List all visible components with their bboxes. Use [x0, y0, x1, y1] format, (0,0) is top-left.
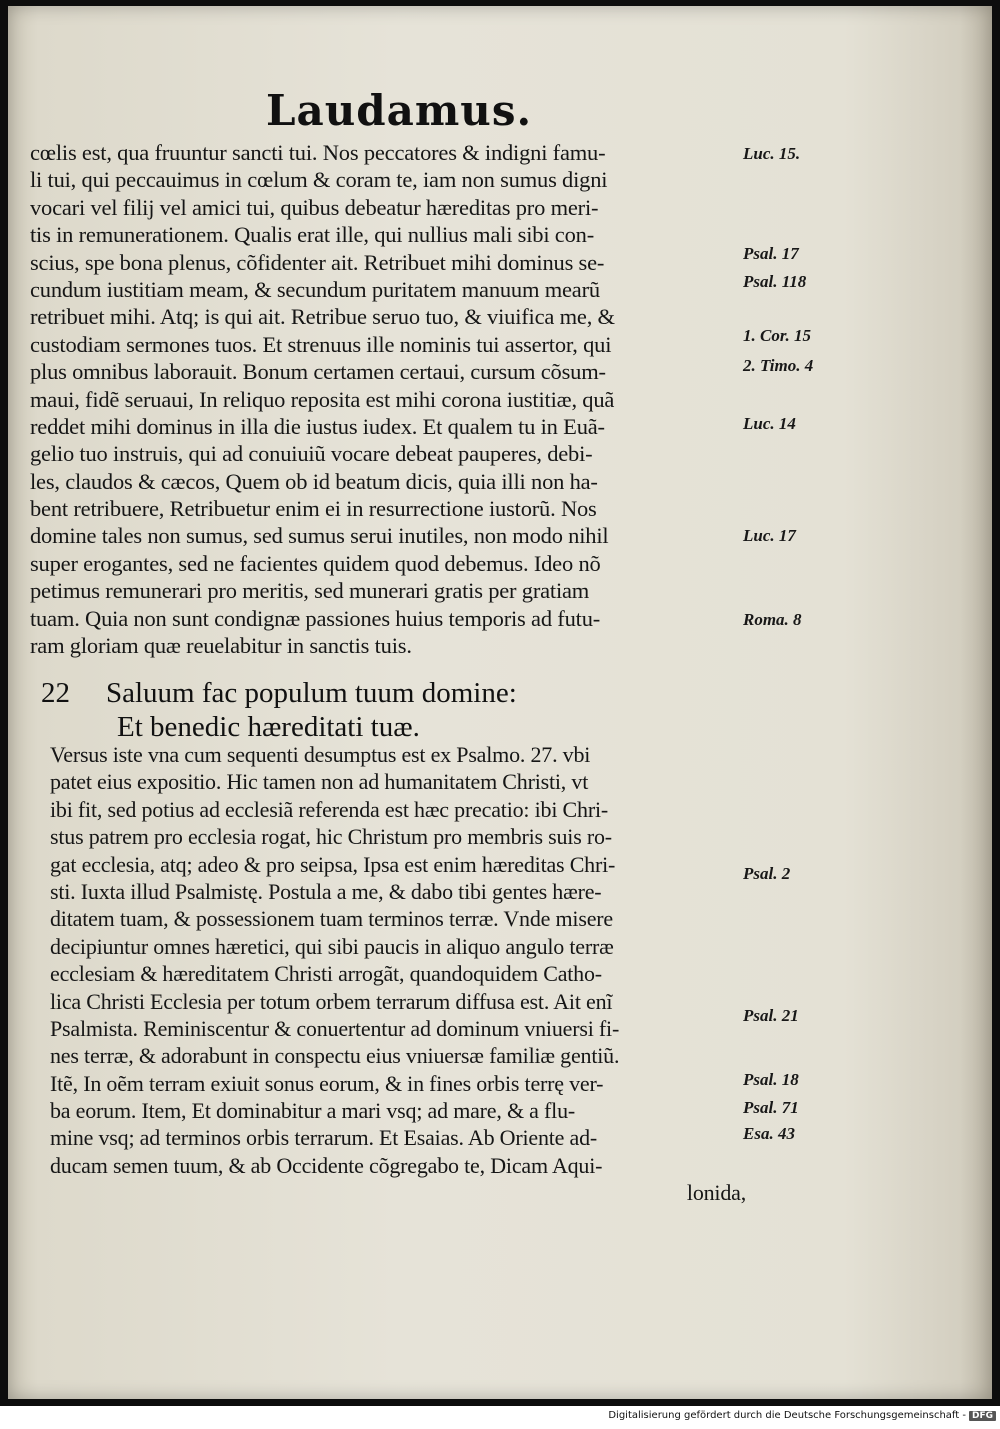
- text-line: ibi fit, sed potius ad ecclesiã referenda est hæc precatio: ibi Chri-: [50, 796, 608, 822]
- text-line: scius, spe bona plenus, cõfidenter ait. Retribuet mihi dominus se-: [30, 249, 605, 275]
- margin-ref: Roma. 8: [743, 610, 802, 629]
- margin-ref: Psal. 21: [743, 1006, 799, 1025]
- text-line: bent retribuere, Retribuetur enim ei in resurrectione iustorũ. Nos: [30, 496, 597, 522]
- page-edge-shadow: [960, 6, 992, 1399]
- text-line: ditatem tuam, & possessionem tuam terminos terræ. Vnde misere: [50, 906, 613, 932]
- footer: [0, 1410, 996, 1421]
- margin-ref: Luc. 17: [743, 526, 796, 545]
- text-line: stus patrem pro ecclesia rogat, hic Christum pro membris suis ro-: [50, 824, 612, 850]
- text-line: Itẽ, In oẽm terram exiuit sonus eorum, & in fines orbis terrę ver-: [50, 1070, 604, 1096]
- catchword: lonida,: [686, 1180, 746, 1206]
- text-line: custodiam sermones tuos. Et strenuus ille nominis tui assertor, qui: [30, 331, 612, 357]
- text-line: cundum iustitiam meam, & secundum puritatem manuum mearũ: [30, 276, 600, 302]
- text-line: ducam semen tuum, & ab Occidente cõgregabo te, Dicam Aqui-: [50, 1152, 603, 1178]
- text-line: li tui, qui peccauimus in cœlum & coram te, iam non sumus digni: [30, 167, 608, 193]
- margin-ref: Psal. 17: [743, 244, 799, 263]
- text-block-1: [30, 139, 745, 659]
- text-line: ecclesiam & hæreditatem Christi arrogãt, quandoquidem Catho-: [50, 961, 602, 987]
- text-line: vocari vel filij vel amici tui, quibus debeatur hæreditas pro meri-: [30, 194, 599, 220]
- text-line: domine tales non sumus, sed sumus serui inutiles, non modo nihil: [30, 523, 609, 549]
- text-line: plus omnibus laborauit. Bonum certamen certaui, cursum cõsum-: [30, 359, 606, 385]
- margin-ref: Luc. 14: [743, 414, 796, 433]
- margin-ref: Psal. 18: [743, 1070, 799, 1089]
- text-line: ram gloriam quæ reuelabitur in sanctis tuis.: [30, 633, 412, 659]
- margin-ref: Psal. 2: [743, 864, 791, 883]
- text-line: patet eius expositio. Hic tamen non ad humanitatem Christi, vt: [50, 769, 589, 795]
- margin-ref: Psal. 118: [743, 272, 807, 291]
- text-line: sti. Iuxta illud Psalmistę. Postula a me, & dabo tibi gentes hære-: [50, 878, 602, 904]
- text-line: Psalmista. Reminiscentur & conuertentur ad dominum vniuersi fi-: [50, 1015, 620, 1041]
- dfg-logo: DFG: [969, 1411, 996, 1421]
- text-line: reddet mihi dominus in illa die iustus iudex. Et qualem tu in Euã-: [30, 413, 605, 439]
- text-line: ba eorum. Item, Et dominabitur a mari vsq; ad mare, & a flu-: [50, 1098, 576, 1124]
- text-line: mine vsq; ad terminos orbis terrarum. Et Esaias. Ab Oriente ad-: [50, 1125, 598, 1151]
- verse-line-1: Saluum fac populum tuum domine:: [106, 677, 517, 709]
- text-line: decipiuntur omnes hæretici, qui sibi paucis in aliquo angulo terræ: [50, 933, 614, 959]
- text-line: cœlis est, qua fruuntur sancti tui. Nos peccatores & indigni famu-: [30, 140, 606, 165]
- footer-text: Digitalisierung gefördert durch die Deutsche Forschungsgemeinschaft -: [608, 1410, 966, 1421]
- text-line: tuam. Quia non sunt condignæ passiones huius temporis ad futu-: [30, 605, 601, 631]
- text-line: Versus iste vna cum sequenti desumptus est ex Psalmo. 27. vbi: [50, 742, 591, 767]
- page-heading: Laudamus.: [266, 86, 533, 135]
- text-line: nes terræ, & adorabunt in conspectu eius vniuersæ familiæ gentiũ.: [50, 1043, 620, 1069]
- verse-number: 22: [41, 677, 70, 709]
- text-line: gelio tuo instruis, qui ad conuiuiũ vocare debeat pauperes, debi-: [30, 441, 593, 467]
- book-page: [8, 6, 992, 1399]
- text-line: super erogantes, sed ne facientes quidem quod debemus. Ideo nõ: [30, 550, 601, 576]
- text-line: petimus remunerari pro meritis, sed munerari gratis per gratiam: [30, 578, 590, 604]
- text-block-2: [50, 741, 750, 1207]
- text-line: tis in remunerationem. Qualis erat ille, qui nullius mali sibi con-: [30, 222, 594, 248]
- margin-ref: Esa. 43: [743, 1124, 795, 1143]
- margin-ref: 2. Timo. 4: [743, 356, 814, 375]
- text-line: gat ecclesia, atq; adeo & pro seipsa, Ipsa est enim hæreditas Chri-: [50, 851, 616, 877]
- text-line: lica Christi Ecclesia per totum orbem terrarum diffusa est. Ait enĩ: [50, 988, 613, 1014]
- verse-heading: [41, 676, 741, 744]
- verse-line-2: Et benedic hæreditati tuæ.: [117, 711, 420, 743]
- text-line: maui, fidẽ seruaui, In reliquo reposita est mihi corona iustitiæ, quã: [30, 386, 615, 412]
- margin-ref: 1. Cor. 15: [743, 326, 812, 345]
- text-line: retribuet mihi. Atq; is qui ait. Retribue seruo tuo, & viuifica me, &: [30, 304, 615, 330]
- margin-ref: Luc. 15.: [743, 144, 801, 163]
- text-line: les, claudos & cæcos, Quem ob id beatum dicis, quia illi non ha-: [30, 468, 598, 494]
- margin-ref: Psal. 71: [743, 1098, 799, 1117]
